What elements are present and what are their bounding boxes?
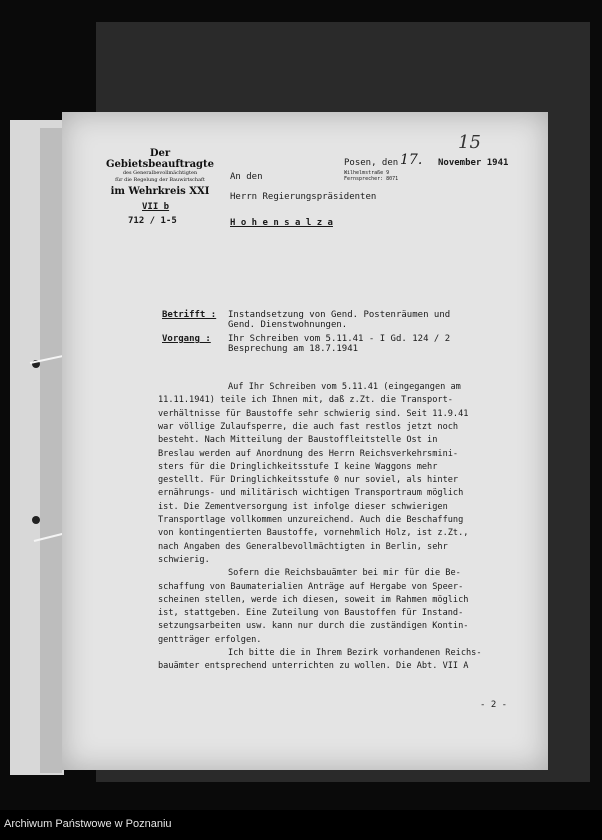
reference-2: 712 / 1-5 <box>128 216 177 226</box>
underlying-sheet-edge <box>40 128 62 773</box>
vorgang-line-1: Ihr Schreiben vom 5.11.41 - I Gd. 124 / 2 <box>228 334 451 344</box>
body-line: bauämter entsprechend unterrichten zu wollen. Die Abt. VII A <box>158 661 469 672</box>
recipient-line-1: An den <box>230 172 263 182</box>
sender-subtitle-2: für die Regelung der Bauwirtschaft <box>115 177 205 183</box>
betrifft-label: Betrifft : <box>162 310 217 320</box>
body-line: scheinen stellen, werde ich diesen, soweit im Rahmen möglich <box>158 594 469 605</box>
sender-district: im Wehrkreis XXI <box>110 186 210 197</box>
body-line: ist. Die Zementversorgung ist infolge dieser schwierigen <box>158 501 448 512</box>
betrifft-line-1: Instandsetzung von Gend. Postenräumen und <box>228 310 451 320</box>
sender-block <box>100 148 220 197</box>
letter-page <box>62 112 548 770</box>
address-phone: Fernsprecher: 8071 <box>344 176 399 182</box>
body-line: verhältnisse für Baustoffe sehr schwierig sind. Seit 11.9.41 <box>158 408 469 419</box>
body-line: schwierig. <box>158 554 210 565</box>
date-day: 17. <box>400 152 423 168</box>
place-label: Posen, den <box>344 158 399 168</box>
archive-name: Archiwum Państwowe w Poznaniu <box>4 818 172 830</box>
punch-hole-left2 <box>32 516 40 524</box>
handwritten-folio-number: 15 <box>458 132 481 153</box>
body-line: ernährungs- und militärisch wichtigen Transportraum möglich <box>158 488 464 499</box>
body-line: Auf Ihr Schreiben vom 5.11.41 (eingegangen am <box>228 382 461 392</box>
date-month-year: November 1941 <box>438 158 509 168</box>
body-line: sters für die Dringlichkeitsstufe I keine Waggons mehr <box>158 461 438 472</box>
body-line: von kontingentierten Baustoffe, vornehmlich Holz, ist z.Zt., <box>158 528 469 539</box>
page-marker: - 2 - <box>480 700 508 710</box>
address-street: Wilhelmstraße 9 <box>344 170 390 176</box>
body-line: besteht. Nach Mitteilung der Baustoffleitstelle Ost in <box>158 435 438 446</box>
body-line: setzungsarbeiten usw. kann nur durch die zuständigen Kontin- <box>158 621 469 632</box>
body-line: Ich bitte die in Ihrem Bezirk vorhandenen Reichs- <box>228 648 482 658</box>
sender-subtitle-1: des Generalbevollmächtigten <box>122 170 198 176</box>
recipient-line-2: Herrn Regierungspräsidenten <box>230 192 377 202</box>
body-line: Sofern die Reichsbauämter bei mir für die Be- <box>228 568 461 579</box>
vorgang-label: Vorgang : <box>162 334 211 344</box>
body-line: schaffung von Baumaterialien Anträge auf Hergabe von Speer- <box>158 581 464 592</box>
reference-1: VII b <box>142 202 170 212</box>
vorgang-line-2: Besprechung am 18.7.1941 <box>228 344 359 354</box>
betrifft-line-2: Gend. Dienstwohnungen. <box>228 320 348 330</box>
body-line: Transportlage vollkommen unzureichend. Auch die Beschaffung <box>158 515 464 525</box>
body-line: gentträger erfolgen. <box>158 634 262 645</box>
body-line: ist, stattgeben. Eine Zuteilung von Baustoffen für Instand- <box>158 608 464 619</box>
body-line: war völlige Zulaufsperre, die auch fast restlos jetzt noch <box>158 421 459 432</box>
body-line: 11.11.1941) teile ich Ihnen mit, daß z.Zt. die Transport- <box>158 395 453 406</box>
sender-title: Der Gebietsbeauftragte <box>105 148 215 170</box>
archive-footer <box>0 812 602 840</box>
body-line: nach Angaben des Generalbevollmächtigten in Berlin, sehr <box>158 541 448 552</box>
recipient-line-3: H o h e n s a l z a <box>230 218 333 228</box>
body-line: gestellt. Für Dringlichkeitsstufe 0 nur soviel, als hinter <box>158 475 459 486</box>
body-line: Breslau werden auf Anordnung des Herrn Reichsverkehrsmini- <box>158 448 459 459</box>
